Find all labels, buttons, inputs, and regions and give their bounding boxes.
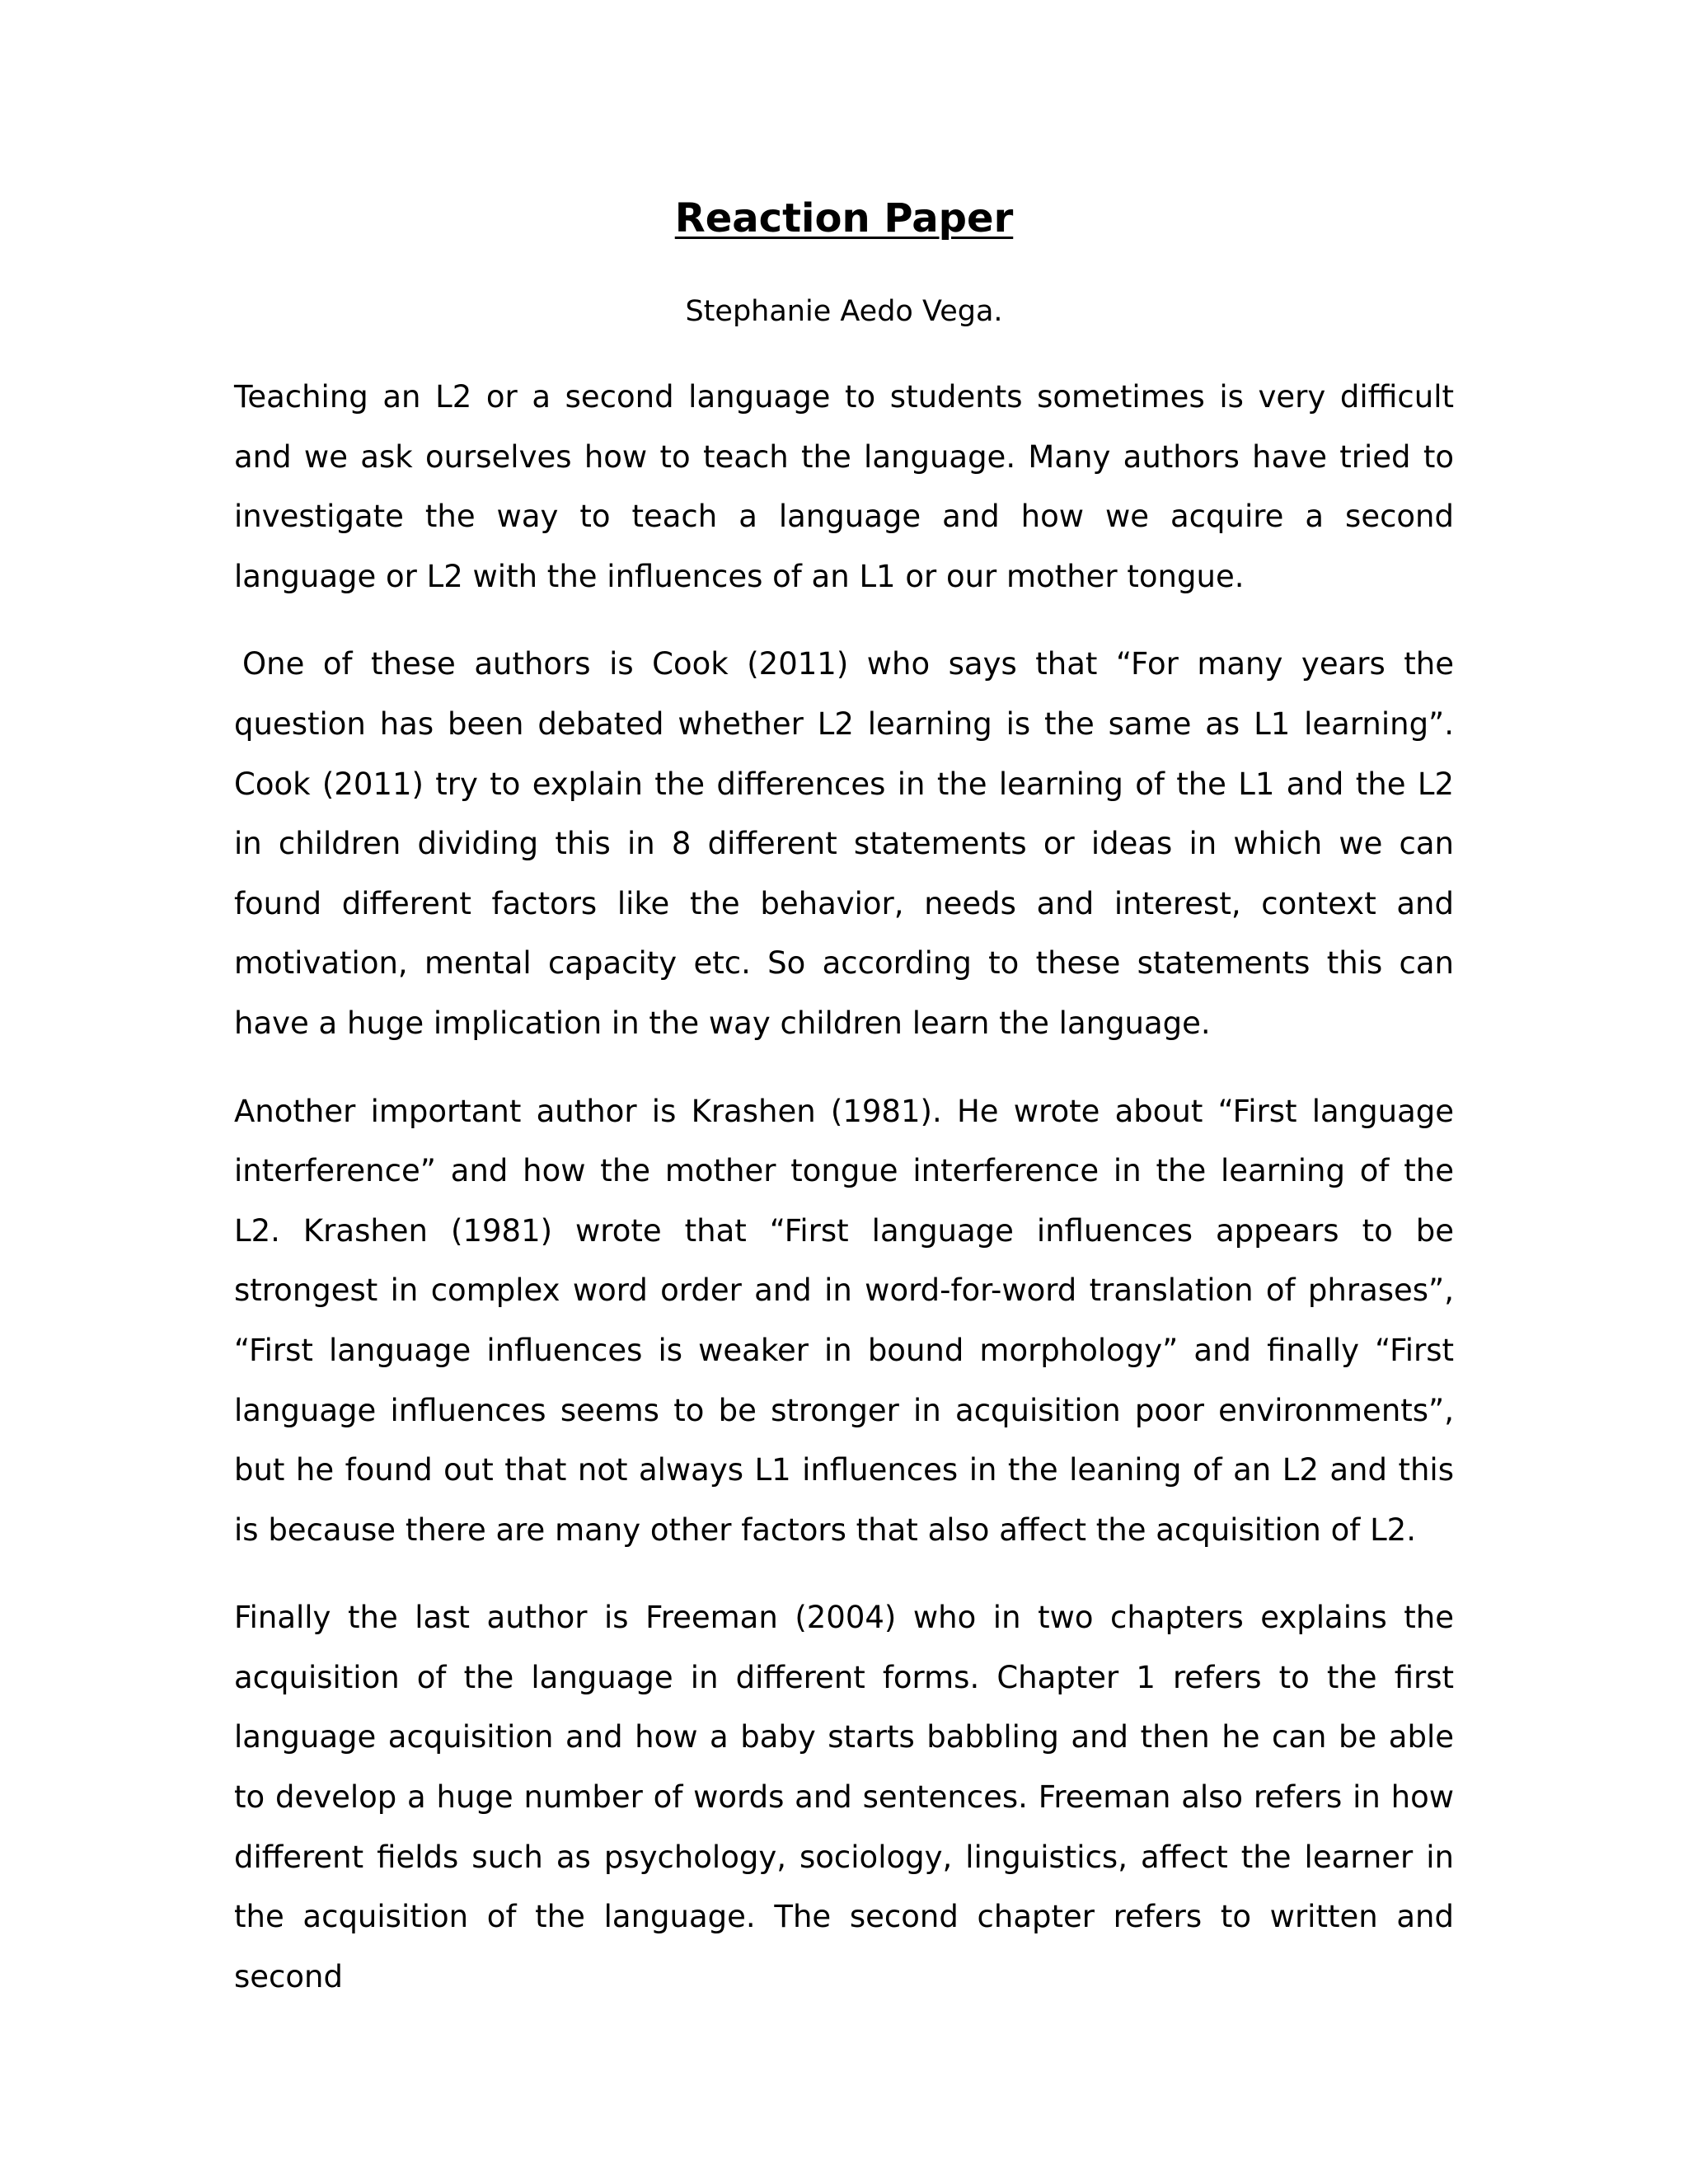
paragraph-cook: One of these authors is Cook (2011) who says that “For many years the question has been debated whether L2 learning is the same as L1 learning”. Cook (2011) try to explain the differences in the learning of the L1 and the L2 in children dividing this in 8 different statements or ideas in which we can found different factors like the behavior, needs and interest, context and motivation, mental capacity etc. So according to these statements this can have a huge implication in the way children learn the language. — [234, 646, 1454, 1041]
paragraph-krashen: Another important author is Krashen (1981). He wrote about “First language interference” and how the mother tongue interference in the learning of the L2. Krashen (1981) wrote that “First language influences appears to be strongest in complex word order and in word-for-word translation of phrases”, “First language influences is weaker in bound morphology” and finally “First language influences seems to be stronger in acquisition poor environments”, but he found out that not always L1 influences in the leaning of an L2 and this is because there are many other factors that also affect the acquisition of L2. — [234, 1093, 1454, 1548]
document-body — [234, 368, 1454, 2035]
author-name: Stephanie Aedo Vega. — [685, 295, 1003, 328]
paragraph-intro: Teaching an L2 or a second language to students sometimes is very difficult and we ask ourselves how to teach the language. Many authors have tried to investigate the way to teach a language and how we acquire a second language or L2 with the influences of an L1 or our mother tongue. — [234, 379, 1454, 594]
paragraph-freeman: Finally the last author is Freeman (2004) who in two chapters explains the acquisition of the language in different forms. Chapter 1 refers to the first language acquisition and how a baby starts babbling and then he can be able to develop a huge number of words and sentences. Freeman also refers in how different fields such as psychology, sociology, linguistics, affect the learner in the acquisition of the language. The second chapter refers to written and second — [234, 1600, 1454, 1994]
document-title: Reaction Paper — [674, 195, 1014, 241]
